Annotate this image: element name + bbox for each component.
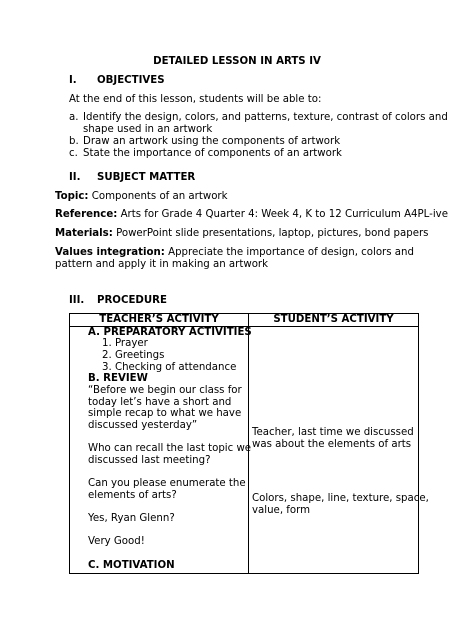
field-value: Appreciate the importance of design, colors and [168, 247, 414, 258]
list-marker: b. [69, 136, 79, 147]
teacher-line: Yes, Ryan Glenn? [88, 513, 175, 524]
teacher-line: Can you please enumerate the [88, 478, 246, 489]
values-field [55, 247, 414, 259]
teacher-activity-cell [70, 327, 252, 574]
student-activity-cell [249, 327, 429, 574]
objectives-intro: At the end of this lesson, students will be able to: [69, 94, 322, 105]
student-line: Colors, shape, line, texture, space, [252, 493, 429, 504]
student-line: value, form [252, 505, 311, 516]
list-marker: c. [69, 148, 78, 159]
field-value: PowerPoint slide presentations, laptop, pictures, bond papers [116, 228, 429, 239]
materials-field [55, 228, 428, 240]
review-heading: B. REVIEW [88, 373, 148, 384]
field-value: Arts for Grade 4 Quarter 4: Week 4, K to 12 Curriculum A4PL-ive [120, 209, 448, 220]
section-heading-subject-matter [69, 172, 195, 184]
teacher-line: simple recap to what we have [88, 408, 242, 419]
section-number: III. [69, 295, 85, 306]
list-text: shape used in an artwork [83, 124, 213, 135]
list-item: 3. Checking of attendance [102, 362, 237, 373]
section-label: PROCEDURE [97, 295, 167, 306]
document-title: DETAILED LESSON IN ARTS IV [153, 56, 321, 67]
teacher-line: Very Good! [88, 536, 145, 547]
section-heading-objectives [69, 75, 165, 87]
table-row [70, 327, 419, 574]
list-item: 2. Greetings [102, 350, 165, 361]
teacher-column-header: TEACHER’S ACTIVITY [70, 314, 249, 327]
topic-field [55, 191, 228, 203]
list-item [69, 148, 448, 160]
preparatory-heading: A. PREPARATORY ACTIVITIES [88, 327, 252, 338]
values-field-continued: pattern and apply it in making an artwork [55, 259, 269, 270]
section-number: I. [69, 75, 77, 86]
student-line: was about the elements of arts [252, 439, 412, 450]
section-label: OBJECTIVES [97, 75, 165, 86]
section-number: II. [69, 172, 81, 183]
procedure-table [69, 313, 429, 574]
objectives-list [69, 112, 448, 160]
field-label: Values integration: [55, 247, 165, 258]
section-heading-procedure [69, 295, 167, 307]
teacher-line: discussed last meeting? [88, 455, 211, 466]
field-label: Materials: [55, 228, 113, 239]
student-column-header: STUDENT’S ACTIVITY [249, 314, 419, 327]
section-label: SUBJECT MATTER [97, 172, 196, 183]
list-text: State the importance of components of an artwork [83, 148, 342, 159]
list-text: Identify the design, colors, and patterns, texture, contrast of colors and [83, 112, 448, 123]
list-item [69, 112, 448, 136]
table-header-row [70, 314, 419, 327]
field-value: Components of an artwork [91, 191, 228, 202]
field-label: Topic: [55, 191, 89, 202]
list-item: 1. Prayer [102, 338, 148, 349]
motivation-heading: C. MOTIVATION [88, 560, 175, 571]
list-marker: a. [69, 112, 79, 123]
teacher-line: Who can recall the last topic we [88, 443, 252, 454]
teacher-line: “Before we begin our class for [88, 385, 242, 396]
teacher-line: elements of arts? [88, 490, 177, 501]
list-text: Draw an artwork using the components of artwork [83, 136, 341, 147]
student-line: Teacher, last time we discussed [252, 427, 414, 438]
reference-field [55, 209, 448, 221]
list-item [69, 136, 448, 148]
teacher-line: today let’s have a short and [88, 397, 232, 408]
teacher-line: discussed yesterday” [88, 420, 198, 431]
field-label: Reference: [55, 209, 118, 220]
